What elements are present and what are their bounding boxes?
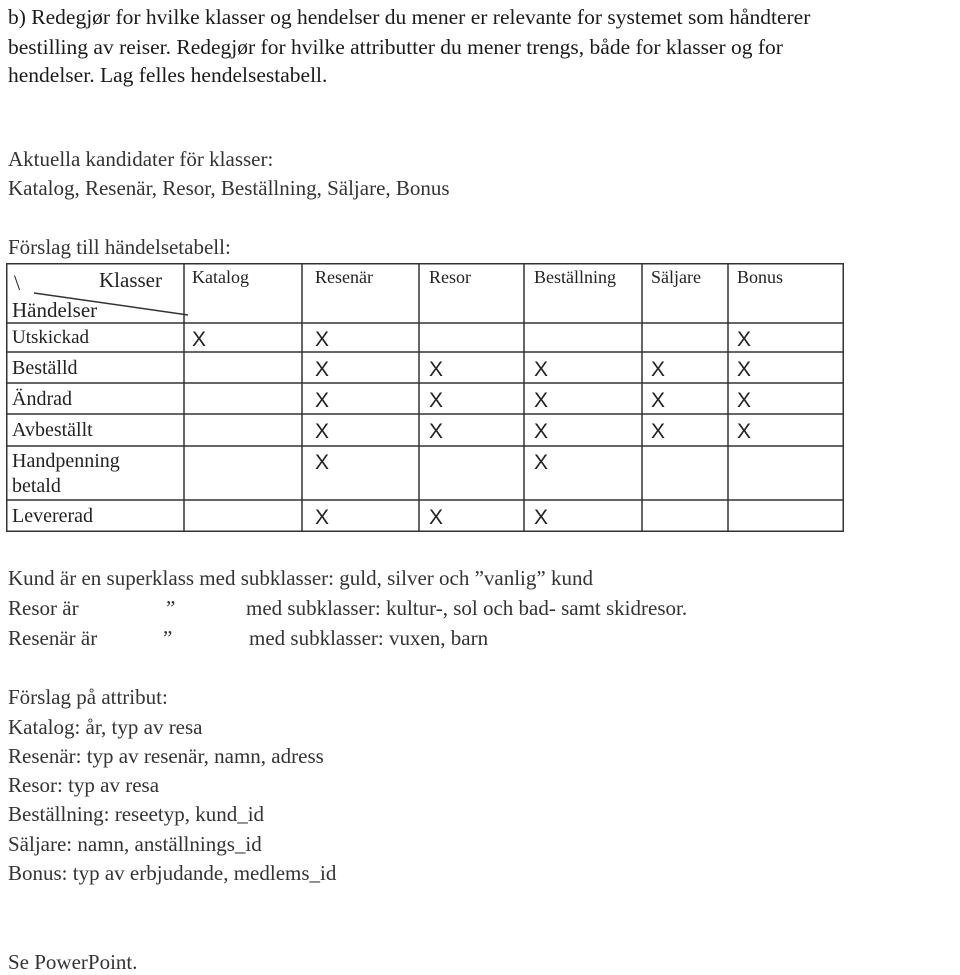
- attributes-heading: Förslag på attribut:: [8, 685, 168, 709]
- attribute-item-resor: Resor: typ av resa: [8, 773, 160, 797]
- attribute-item-bestallning: Beställning: reseetyp, kund_id: [8, 802, 265, 826]
- column-header-bonus: Bonus: [737, 267, 784, 287]
- table-mark: X: [534, 451, 549, 474]
- table-mark: X: [737, 358, 752, 381]
- attribute-item-resenar: Resenär: typ av resenär, namn, adress: [8, 744, 324, 768]
- subclass-line-2-text: med subklasser: kultur-, sol och bad- samt skidresor.: [246, 596, 688, 620]
- table-mark: X: [315, 389, 330, 412]
- table-mark: X: [429, 358, 444, 381]
- table-mark: X: [315, 420, 330, 443]
- event-table: [6, 263, 844, 532]
- row-label-utskickad: Utskickad: [12, 327, 90, 348]
- subclass-line-3-text: med subklasser: vuxen, barn: [249, 626, 489, 650]
- question-line-3: hendelser. Lag felles hendelsestabell.: [8, 63, 328, 87]
- row-label-handpenning: Handpenning: [12, 450, 120, 472]
- table-mark: X: [315, 358, 330, 381]
- row-label-bestalld: Beställd: [12, 357, 78, 379]
- subclass-line-2-ditto: ”: [166, 596, 176, 620]
- footer-note: Se PowerPoint.: [8, 950, 138, 974]
- table-mark: X: [651, 420, 666, 443]
- candidates-heading: Aktuella kandidater för klasser:: [8, 147, 274, 171]
- table-mark: X: [534, 389, 549, 412]
- table-mark: X: [737, 389, 752, 412]
- table-grid: [6, 263, 844, 532]
- attribute-item-katalog: Katalog: år, typ av resa: [8, 715, 203, 739]
- table-mark: X: [315, 451, 330, 474]
- column-header-resenar: Resenär: [315, 267, 373, 287]
- candidates-list: Katalog, Resenär, Resor, Beställning, Säljare, Bonus: [8, 176, 450, 200]
- question-line-2: bestilling av reiser. Redegjør for hvilke attributter du mener trengs, både for klasser og for: [8, 35, 783, 59]
- column-header-katalog: Katalog: [192, 267, 249, 287]
- row-label-avbestallt: Avbeställt: [12, 419, 93, 441]
- subclass-line-3-subject: Resenär är: [8, 626, 98, 650]
- subclass-line-3-ditto: ”: [163, 626, 173, 650]
- table-mark: X: [429, 389, 444, 412]
- column-header-resor: Resor: [429, 267, 471, 287]
- table-title: Förslag till händelsetabell:: [8, 235, 231, 259]
- column-header-bestallning: Beställning: [534, 267, 616, 287]
- corner-events-label: Händelser: [12, 298, 98, 322]
- table-mark: X: [651, 389, 666, 412]
- question-line-1: b) Redegjør for hvilke klasser og hendelser du mener er relevante for systemet som håndterer: [8, 5, 811, 29]
- corner-mark: \: [14, 270, 21, 295]
- corner-classes-label: Klasser: [99, 268, 162, 292]
- table-mark: X: [315, 328, 330, 351]
- subclass-line-1: Kund är en superklass med subklasser: guld, silver och ”vanlig” kund: [8, 566, 593, 590]
- table-mark: X: [534, 420, 549, 443]
- table-mark: X: [315, 506, 330, 529]
- row-label-levererad: Levererad: [12, 505, 94, 527]
- column-header-saljare: Säljare: [651, 267, 701, 287]
- attribute-item-bonus: Bonus: typ av erbjudande, medlems_id: [8, 861, 337, 885]
- table-mark: X: [651, 358, 666, 381]
- table-mark: X: [534, 358, 549, 381]
- table-mark: X: [534, 506, 549, 529]
- row-label-andrad: Ändrad: [12, 388, 72, 410]
- row-label-betald: betald: [12, 475, 61, 497]
- attribute-item-saljare: Säljare: namn, anställnings_id: [8, 832, 262, 856]
- table-mark: X: [192, 328, 207, 351]
- subclass-line-2-subject: Resor är: [8, 596, 79, 620]
- table-mark: X: [737, 328, 752, 351]
- table-mark: X: [429, 506, 444, 529]
- table-mark: X: [737, 420, 752, 443]
- table-mark: X: [429, 420, 444, 443]
